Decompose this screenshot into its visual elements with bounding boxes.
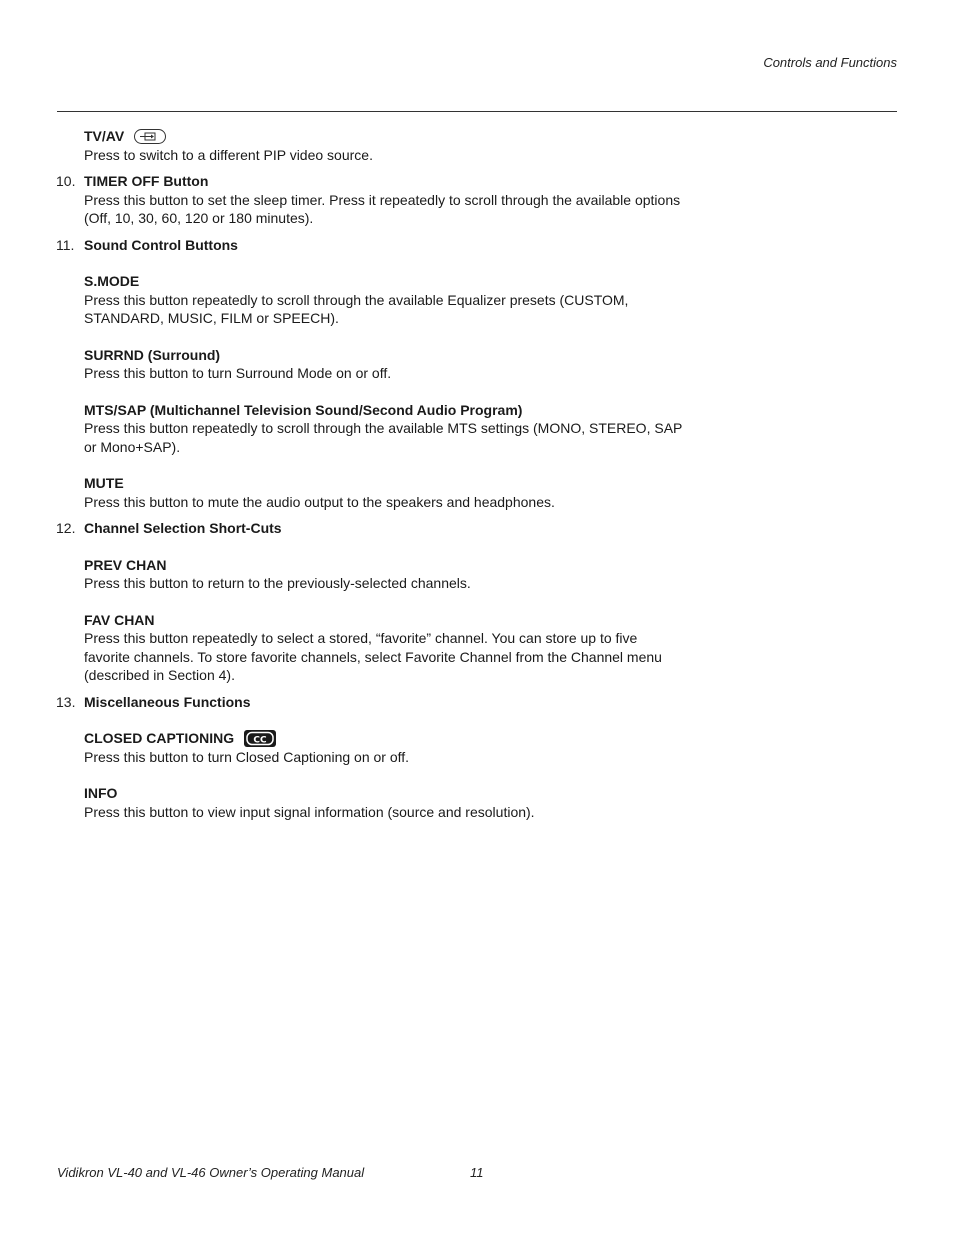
sub-heading: SURRND (Surround) <box>84 346 221 363</box>
page-content <box>56 127 684 829</box>
item-10-description: Press this button to set the sleep timer. Press it repeatedly to scroll through the available options (Off, 10, 30, 60, 120 or 180 minutes). <box>84 191 681 226</box>
sub-heading: MTS/SAP (Multichannel Television Sound/Second Audio Program) <box>84 401 523 418</box>
footer-manual-title: Vidikron VL-40 and VL-46 Owner’s Operating Manual <box>57 1165 365 1180</box>
item-13 <box>56 693 684 822</box>
sub-heading: INFO <box>84 785 118 801</box>
sub-heading: PREV CHAN <box>84 556 167 573</box>
sub-entry-info <box>84 784 684 821</box>
sub-entry-smode <box>84 272 684 328</box>
sub-entry-surround <box>84 346 684 383</box>
footer-page-number: 11 <box>470 1165 484 1180</box>
item-number: 10. <box>56 173 76 189</box>
sub-heading: FAV CHAN <box>84 611 155 628</box>
cc-icon <box>244 730 276 747</box>
sub-description: Press this button to turn Surround Mode on or off. <box>84 365 392 381</box>
item-number: 13. <box>56 693 76 710</box>
sub-description: Press this button repeatedly to scroll through the available Equalizer presets (CUSTOM, STANDARD, MUSIC, FILM or SPEECH). <box>84 291 629 326</box>
item-12 <box>56 519 684 685</box>
sub-heading: CLOSED CAPTIONING <box>84 730 235 746</box>
sub-entry-fav-chan <box>84 611 684 685</box>
sub-heading-with-icon <box>84 729 684 748</box>
tvav-heading <box>84 127 684 146</box>
sub-entry-mute <box>84 474 684 511</box>
item-10-heading: TIMER OFF Button <box>84 173 209 189</box>
item-11-heading: Sound Control Buttons <box>84 236 238 253</box>
sub-description: Press this button repeatedly to select a stored, “favorite” channel. You can store up to five favorite channels. To store favorite channels, select Favorite Channel from the Channel menu (described in Section 4). <box>84 630 662 683</box>
item-13-heading: Miscellaneous Functions <box>84 693 251 710</box>
running-header-title: Controls and Functions <box>763 55 897 70</box>
header-rule <box>57 111 897 112</box>
item-number: 12. <box>56 520 76 536</box>
sub-entry-closed-captioning <box>84 729 684 766</box>
sub-description: Press this button to return to the previously-selected channels. <box>84 575 471 591</box>
sub-entry-prev-chan <box>84 556 684 593</box>
sub-heading: S.MODE <box>84 273 140 289</box>
sub-description: Press this button repeatedly to scroll through the available MTS settings (MONO, STEREO, SAP or Mono+SAP). <box>84 420 683 455</box>
sub-description: Press this button to turn Closed Captioning on or off. <box>84 748 410 765</box>
tvav-entry <box>84 127 684 164</box>
item-number: 11. <box>56 236 75 253</box>
sub-heading: MUTE <box>84 475 124 491</box>
tvav-description: Press to switch to a different PIP video source. <box>84 146 373 163</box>
pip-source-button-icon <box>134 129 166 144</box>
item-12-heading: Channel Selection Short-Cuts <box>84 520 282 536</box>
sub-entry-mts-sap <box>84 401 684 457</box>
sub-description: Press this button to mute the audio output to the speakers and headphones. <box>84 493 555 510</box>
sub-description: Press this button to view input signal information (source and resolution). <box>84 803 535 820</box>
tvav-title: TV/AV <box>84 128 125 144</box>
item-11 <box>56 236 684 512</box>
svg-text:CC: CC <box>253 735 267 746</box>
item-10 <box>56 172 684 228</box>
